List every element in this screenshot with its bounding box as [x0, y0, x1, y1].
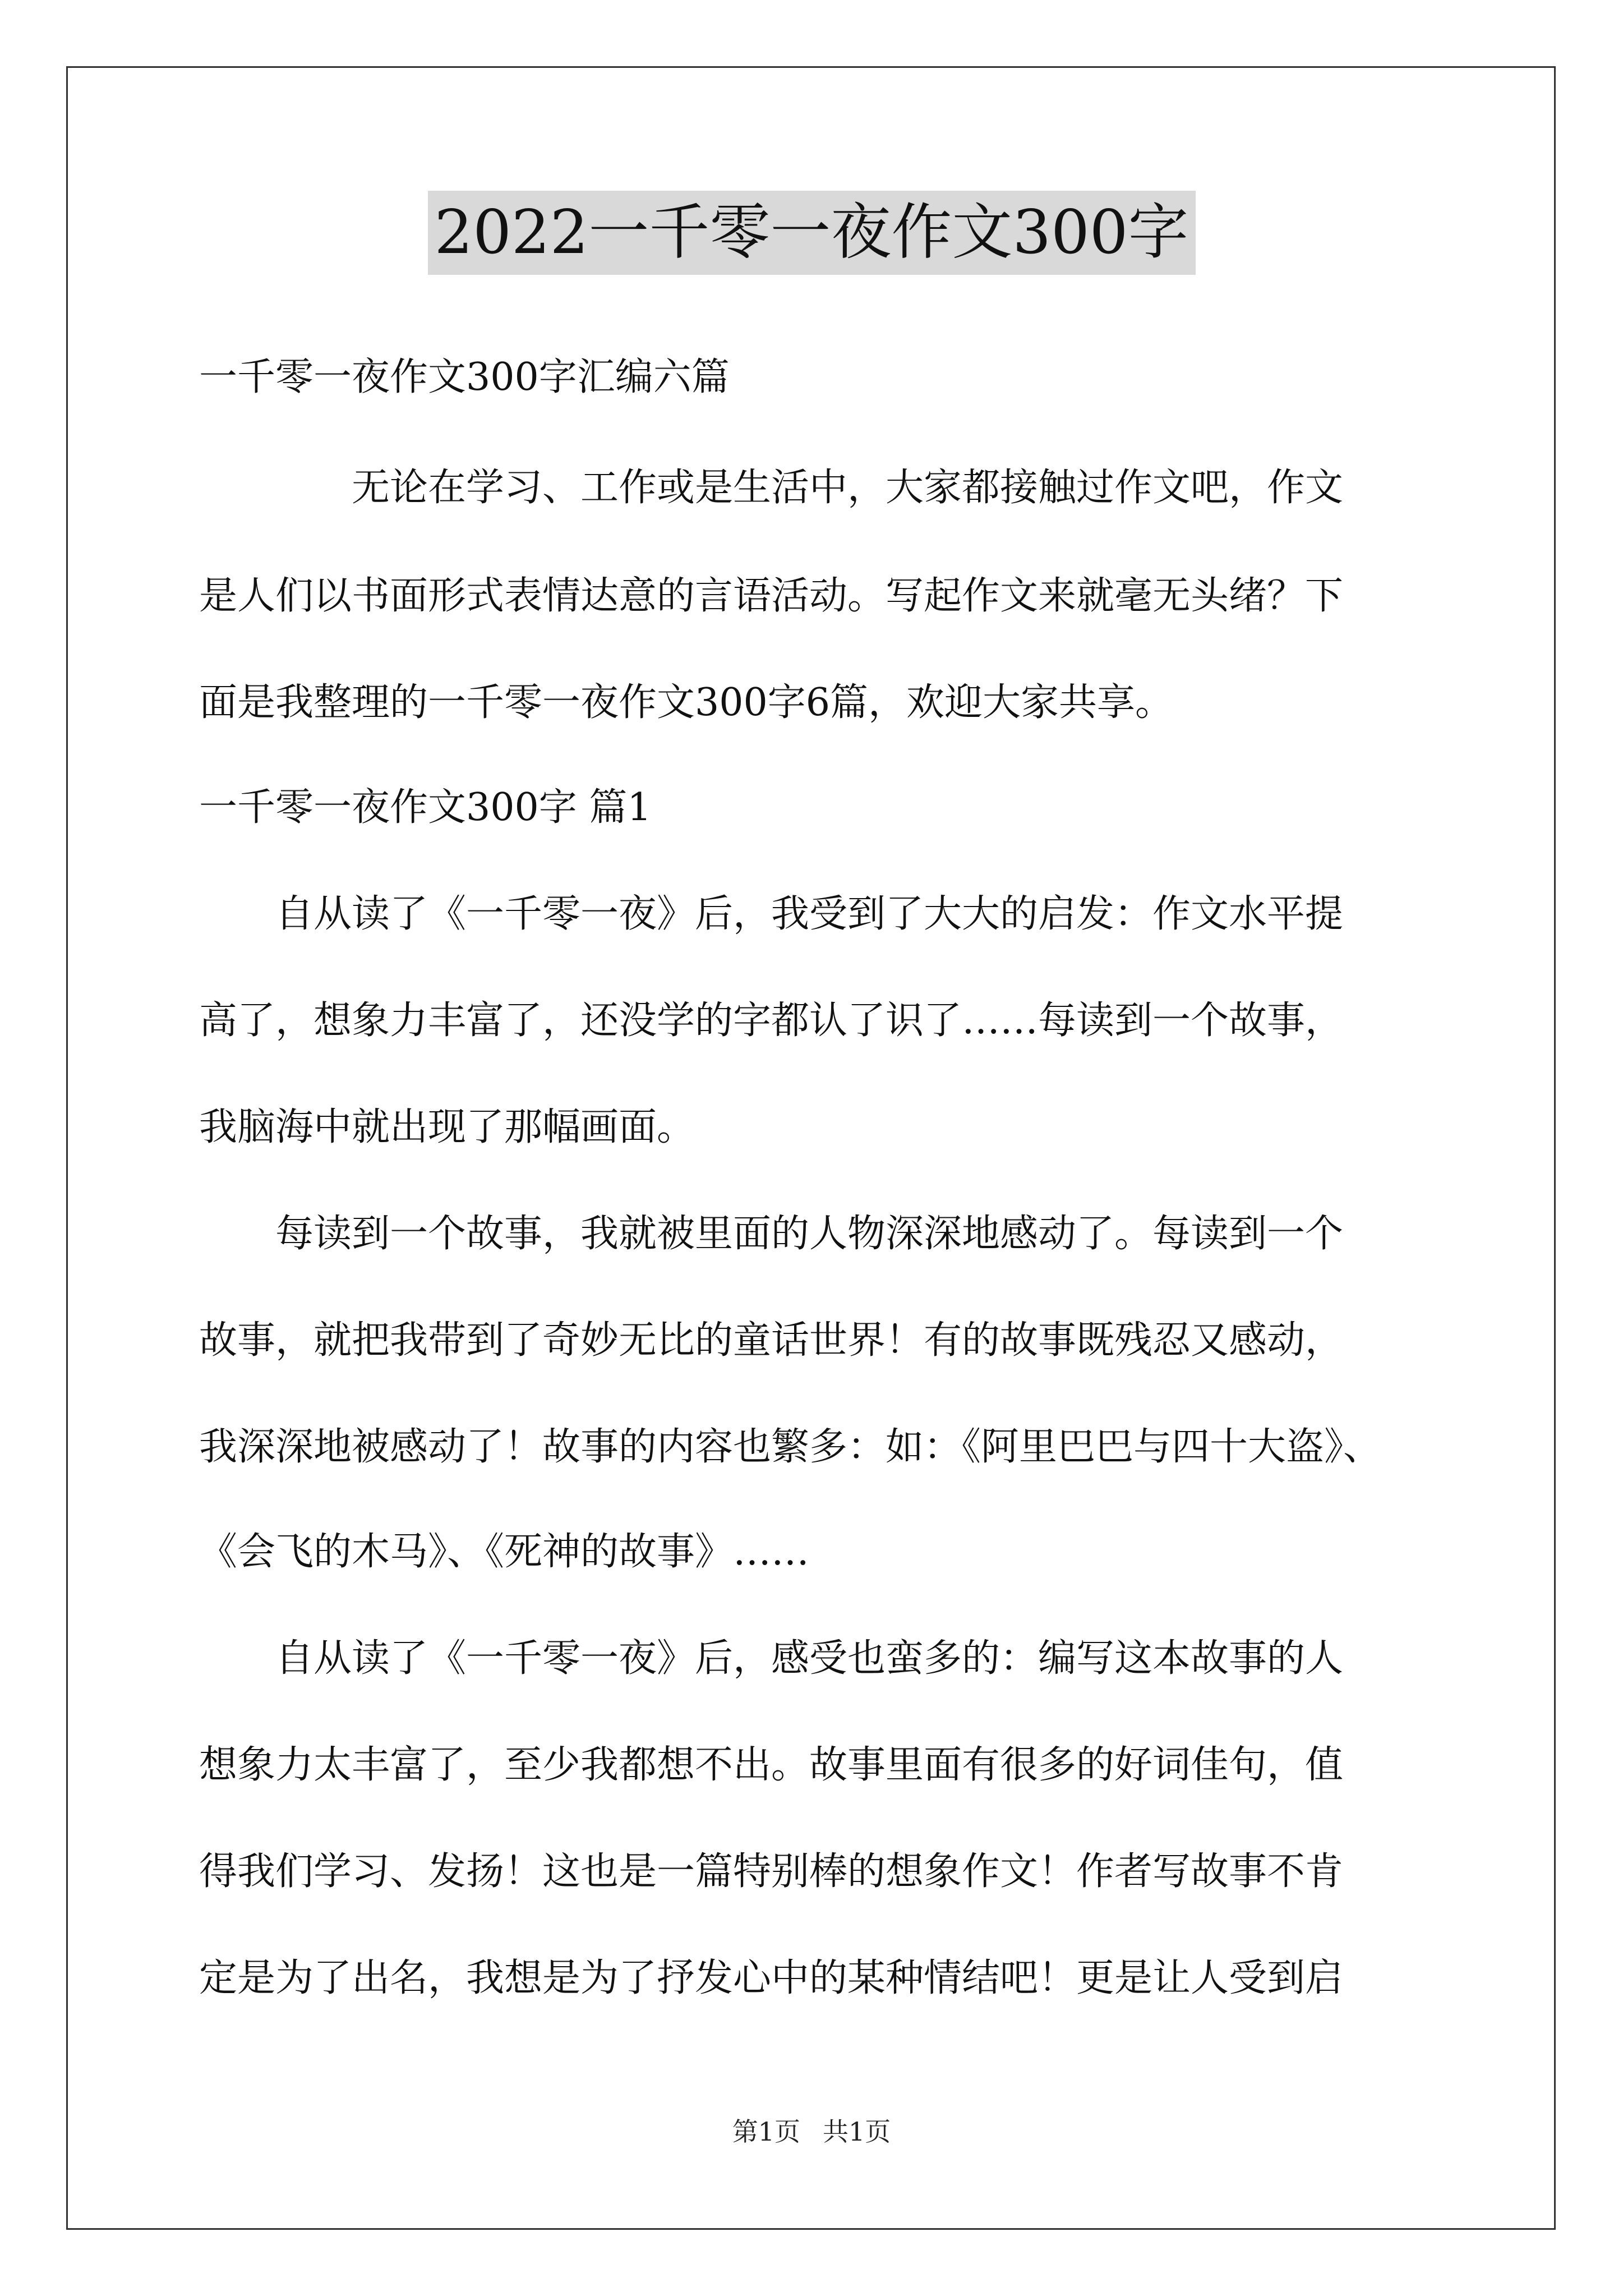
text-line: 想象力太丰富了，至少我都想不出。故事里面有很多的好词佳句，值	[199, 1743, 1344, 1787]
title-container	[0, 191, 1623, 275]
text-line: 得我们学习、发扬！这也是一篇特别棒的想象作文！作者写故事不肯	[199, 1849, 1344, 1894]
document-title: 2022一千零一夜作文300字	[428, 191, 1196, 275]
text-line: 是人们以书面形式表情达意的言语活动。写起作文来就毫无头绪？下	[199, 574, 1344, 618]
section-heading: 一千零一夜作文300字 篇1	[199, 785, 652, 830]
page-total: 共1页	[823, 2116, 891, 2147]
page-number: 第1页	[732, 2116, 800, 2147]
text-line: 每读到一个故事，我就被里面的人物深深地感动了。每读到一个	[199, 1212, 1344, 1256]
document-subtitle: 一千零一夜作文300字汇编六篇	[199, 355, 730, 399]
text-line: 高了，想象力丰富了，还没学的字都认了识了……每读到一个故事，	[199, 999, 1344, 1043]
text-line: 自从读了《一千零一夜》后，感受也蛮多的：编写这本故事的人	[199, 1636, 1344, 1681]
text-line: 自从读了《一千零一夜》后，我受到了大大的启发：作文水平提	[199, 892, 1344, 936]
text-line: 无论在学习、工作或是生活中，大家都接触过作文吧，作文	[199, 466, 1344, 510]
text-line: 我深深地被感动了！故事的内容也繁多：如：《阿里巴巴与四十大盗》、	[199, 1425, 1382, 1469]
text-line: 故事，就把我带到了奇妙无比的童话世界！有的故事既残忍又感动，	[199, 1318, 1344, 1363]
text-line: 我脑海中就出现了那幅画面。	[199, 1105, 695, 1149]
page-footer	[0, 2115, 1623, 2148]
text-line: 面是我整理的一千零一夜作文300字6篇，欢迎大家共享。	[199, 680, 1174, 725]
text-line: 定是为了出名，我想是为了抒发心中的某种情结吧！更是让人受到启	[199, 1956, 1344, 2000]
text-line: 《会飞的木马》、《死神的故事》……	[199, 1530, 810, 1574]
